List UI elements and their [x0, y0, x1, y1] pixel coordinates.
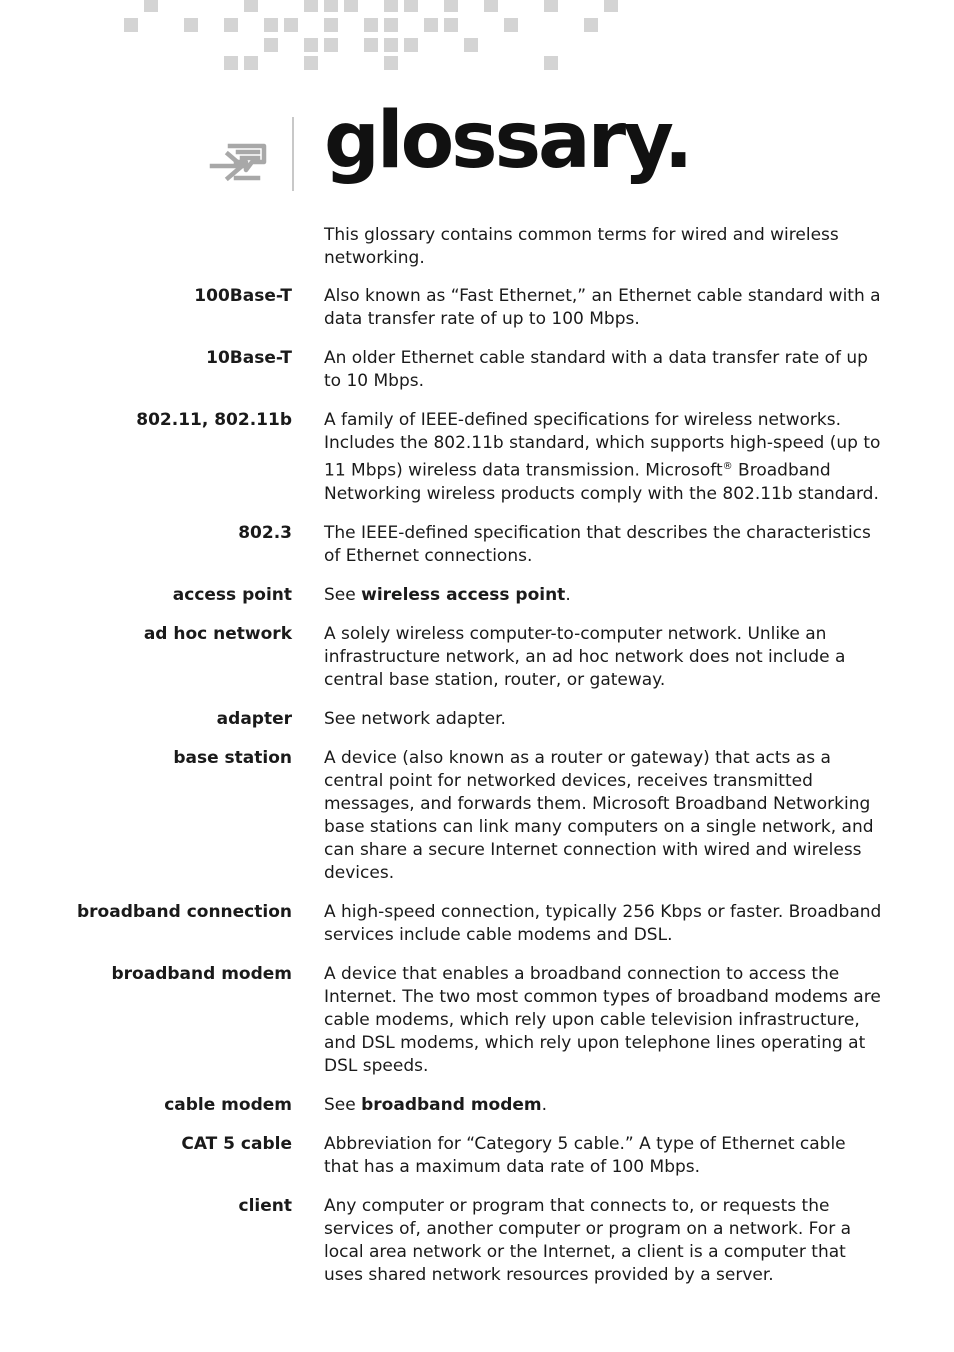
glossary-term: 100Base-T — [194, 286, 292, 306]
glossary-entry — [0, 1195, 954, 1287]
glossary-entry — [0, 285, 954, 331]
glossary-entry — [0, 347, 954, 393]
glossary-term: cable modem — [164, 1094, 292, 1115]
glossary-entry — [0, 409, 954, 506]
glossary-definition: Also known as “Fast Ethernet,” an Ethernet cable standard with a data transfer rate of up to 100 Mbps. — [324, 286, 881, 329]
header-divider — [292, 117, 294, 191]
page-title: glossary. — [324, 96, 691, 186]
glossary-definition: Any computer or program that connects to, or requests the services of, another computer or program on a network. For a local area network or the Internet, a client is a computer that uses shared network resources provided by a server. — [324, 1195, 852, 1285]
glossary-entry — [0, 1133, 954, 1179]
definition-text: A family of IEEE-defined specifications for wireless networks. Includes the 802.11b standard, which supports high-speed (up to 11 Mbps) wireless data transmission. Microsoft — [324, 410, 881, 481]
glossary-term: ad hoc network — [143, 623, 292, 644]
glossary-entry — [0, 623, 954, 692]
glossary-definition: A device (also known as a router or gateway) that acts as a central point for networked devices, receives transmitted messages, and forwards them. Microsoft Broadband Networking base stations can link many computers on a single network, and can share a secure Internet connection with wired and wireless devices. — [324, 747, 874, 883]
glossary-term: CAT 5 cable — [181, 1133, 292, 1154]
glossary-entry — [0, 522, 954, 568]
glossary-definition: See network adapter. — [324, 708, 506, 729]
glossary-entry — [0, 963, 954, 1078]
glossary-entry — [0, 747, 954, 885]
glossary-term: access point — [172, 584, 292, 605]
glossary-term: base station — [173, 747, 292, 768]
glossary-entry — [0, 708, 954, 731]
glossary-definition: Abbreviation for “Category 5 cable.” A type of Ethernet cable that has a maximum data rate of 100 Mbps. — [324, 1133, 846, 1177]
document-arrow-icon — [208, 138, 270, 186]
glossary-list — [0, 285, 954, 1303]
glossary-definition — [324, 1094, 884, 1117]
cross-reference: broadband modem — [361, 1094, 542, 1115]
glossary-term: 10Base-T — [206, 348, 292, 368]
glossary-definition: The IEEE-defined specification that describes the characteristics of Ethernet connections. — [324, 522, 871, 566]
cross-reference: wireless access point — [361, 584, 566, 605]
glossary-term: broadband connection — [76, 901, 292, 922]
glossary-definition — [324, 584, 884, 607]
see-suffix: . — [565, 584, 571, 605]
glossary-entry — [0, 901, 954, 947]
glossary-entry — [0, 584, 954, 607]
glossary-term: 802.3 — [238, 522, 292, 543]
registered-mark: ® — [722, 461, 733, 472]
glossary-term: broadband modem — [111, 963, 292, 984]
decorative-pixel-pattern — [0, 0, 954, 80]
glossary-definition — [324, 409, 884, 506]
see-suffix: . — [541, 1094, 548, 1115]
glossary-definition: A high-speed connection, typically 256 Kbps or faster. Broadband services include cable modems and DSL. — [324, 901, 882, 945]
glossary-term: 802.11, 802.11b — [136, 410, 292, 430]
see-prefix: See — [324, 584, 362, 605]
glossary-term: adapter — [216, 708, 292, 729]
intro-paragraph: This glossary contains common terms for wired and wireless networking. — [324, 225, 839, 268]
definition-text: Broadband Networking wireless products comply with the 802.11b standard. — [324, 460, 879, 504]
glossary-definition: A device that enables a broadband connection to access the Internet. The two most common types of broadband modems are cable modems, which rely upon cable television infrastructure, and DSL modems, which rely upon telephone lines operating at DSL speeds. — [324, 963, 881, 1076]
glossary-entry — [0, 1094, 954, 1117]
glossary-definition: An older Ethernet cable standard with a data transfer rate of up to 10 Mbps. — [324, 348, 868, 391]
glossary-definition: A solely wireless computer-to-computer network. Unlike an infrastructure network, an ad hoc network does not include a central base station, router, or gateway. — [324, 623, 846, 690]
glossary-term: client — [238, 1195, 292, 1216]
see-prefix: See — [324, 1094, 362, 1115]
